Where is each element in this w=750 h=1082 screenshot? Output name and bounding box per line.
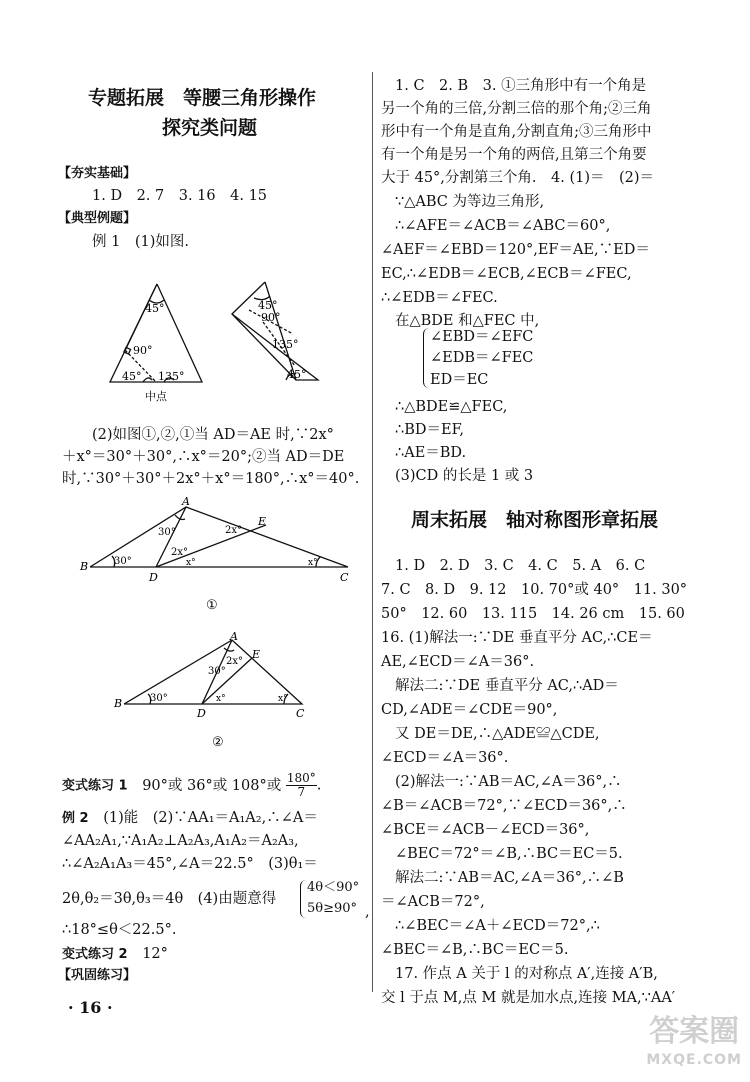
answer-line-11: 在△BDE 和△FEC 中, (395, 313, 540, 329)
fig3-angle-x-b: x° (308, 558, 318, 568)
weekend-section-title: 周末拓展 轴对称图形章拓展 (411, 509, 659, 531)
congruence-cond-1: ∠EBD＝∠EFC (430, 329, 534, 345)
fig1-angle-45-bottom: 45° (122, 370, 142, 383)
inequality-tail: , (365, 904, 370, 920)
fig3-label-D: D (149, 571, 158, 584)
weekend-line-19: 交 l 于点 M,点 M 就是加水点,连接 MA,∵AA′ (381, 990, 676, 1006)
weekend-line-3: 50° 12. 60 13. 115 14. 26 cm 15. 60 (381, 606, 685, 622)
variant-exercise-1 (62, 772, 321, 799)
fig1-midpoint-label: 中点 (145, 390, 167, 403)
variant-exercise-1-tail: . (316, 777, 322, 794)
answer-line-10: ∴∠EDB＝∠FEC. (381, 290, 498, 306)
fraction-denominator: 7 (297, 785, 306, 799)
inequality-1: 4θ＜90° (307, 880, 360, 895)
answer-line-1: 1. C 2. B 3. ①三角形中有一个角是 (395, 78, 647, 94)
answer-line-13: ∴BD＝EF, (395, 422, 465, 438)
figure-2-triangle-bdce (112, 632, 312, 750)
congruence-cond-3: ED＝EC (430, 372, 489, 388)
variant-exercise-1-label: 变式练习 1 (62, 778, 128, 794)
example2-label: 例 2 (62, 811, 89, 826)
fig3-label-E: E (258, 515, 267, 528)
fig4-label-A: A (230, 632, 238, 643)
answer-line-6: ∵△ABC 为等边三角形, (395, 194, 545, 210)
congruence-brace (423, 328, 430, 388)
weekend-line-2: 7. C 8. D 9. 12 10. 70°或 40° 11. 30° (381, 582, 688, 598)
fig1-angle-135: 135° (158, 370, 185, 383)
variant-exercise-2-text: 12° (142, 946, 168, 962)
example1-triangle-figures (100, 262, 340, 410)
fig3-angle-2x-a: 2x° (225, 525, 243, 536)
inequality-2: 5θ≥90° (307, 901, 358, 916)
fig3-angle-30-b: 30° (114, 556, 132, 567)
fig3-label-C: C (340, 571, 349, 584)
section-title-line2: 探究类问题 (162, 117, 258, 139)
fig4-angle-2x: 2x° (226, 656, 244, 667)
example2-line5: ∴18°≤θ＜22.5°. (62, 922, 177, 938)
fig3-angle-2x-b: 2x° (171, 547, 189, 558)
weekend-line-15: ＝∠ACB＝72°, (381, 894, 485, 910)
variant-exercise-1-text: 90°或 36°或 108°或 (142, 777, 282, 794)
basic-answers: 1. D 2. 7 3. 16 4. 15 (92, 188, 268, 204)
heading-basic: 【夯实基础】 (58, 166, 137, 181)
weekend-line-14: 解法二:∵AB＝AC,∠A＝36°,∴∠B (395, 870, 624, 886)
fraction-numerator: 180° (286, 771, 316, 785)
figure-1-label: ① (206, 598, 218, 613)
fig3-angle-x-a: x° (186, 558, 196, 568)
figure-2-label: ② (212, 735, 224, 750)
fig3-label-B: B (80, 560, 89, 573)
page-number: · 16 · (68, 998, 113, 1017)
column-divider (372, 72, 373, 992)
weekend-line-7: CD,∠ADE＝∠CDE＝90°, (381, 702, 558, 718)
fig4-angle-x-a: x° (216, 694, 226, 704)
weekend-line-6: 解法二:∵DE 垂直平分 AC,∴AD＝ (395, 678, 619, 694)
congruence-cond-2: ∠EDB＝∠FEC (430, 350, 534, 366)
variant-exercise-1-fraction (286, 772, 317, 799)
variant-exercise-2-label: 变式练习 2 (62, 947, 128, 962)
inequality-brace (300, 880, 307, 918)
weekend-line-8: 又 DE＝DE,∴△ADE≌△CDE, (395, 726, 600, 742)
fig2-angle-135: 135° (272, 338, 299, 351)
weekend-line-16: ∴∠BEC＝∠A＋∠ECD＝72°,∴ (395, 918, 600, 934)
example2-text-1: (1)能 (2)∵AA₁＝A₁A₂,∴∠A＝ (103, 810, 318, 826)
example1-part2-line3: 时,∵30°＋30°＋2x°＋x°＝180°,∴x°＝40°. (62, 471, 360, 487)
weekend-line-11: ∠B＝∠ACB＝72°,∵∠ECD＝36°,∴ (381, 798, 627, 814)
example2-line2: ∠AA₂A₁,∵A₁A₂⊥A₂A₃,A₁A₂＝A₂A₃, (62, 833, 299, 849)
example1-intro: 例 1 (1)如图. (92, 234, 189, 250)
answer-line-5: 大于 45°,分割第三个角. 4. (1)＝ (2)＝ (381, 170, 655, 186)
fig2-angle-45-bottom: 45° (287, 368, 307, 381)
answer-line-15: (3)CD 的长是 1 或 3 (395, 468, 534, 484)
fig4-label-D: D (197, 707, 206, 720)
example2-line3: ∴∠A₂A₁A₃＝45°,∠A＝22.5° (3)θ₁＝ (62, 856, 318, 872)
answer-line-9: EC,∴∠EDB＝∠ECB,∠ECB＝∠FEC, (381, 266, 632, 282)
answer-line-4: 有一个角是另一个角的两倍,且第三个角要 (381, 147, 647, 163)
fig4-label-C: C (296, 707, 305, 720)
example2-line4: 2θ,θ₂＝3θ,θ₃＝4θ (4)由题意得 (62, 891, 277, 907)
watermark-text: 答案圈 (649, 1014, 740, 1049)
fig2-angle-90: 90° (261, 311, 281, 324)
weekend-line-18: 17. 作点 A 关于 l 的对称点 A′,连接 A′B, (395, 966, 658, 982)
heading-examples: 【典型例题】 (58, 211, 137, 226)
answer-line-2: 另一个角的三倍,分割三倍的那个角;②三角 (381, 101, 652, 117)
heading-consolidate: 【巩固练习】 (58, 968, 137, 983)
example1-part2-line1: (2)如图①,②,①当 AD＝AE 时,∵2x° (92, 427, 334, 443)
triangle-figure-1 (110, 284, 202, 382)
weekend-line-1: 1. D 2. D 3. C 4. C 5. A 6. C (395, 558, 646, 574)
watermark-logo (646, 1014, 742, 1074)
answer-line-14: ∴AE＝BD. (395, 445, 467, 461)
fig2-angle-45-top: 45° (258, 299, 278, 312)
fig4-label-B: B (114, 697, 123, 710)
weekend-line-10: (2)解法一:∵AB＝AC,∠A＝36°,∴ (395, 774, 622, 790)
example1-part2-line2: ＋x°＝30°＋30°,∴x°＝20°;②当 AD＝DE (62, 449, 345, 465)
weekend-line-17: ∠BEC＝∠B,∴BC＝EC＝5. (381, 942, 569, 958)
section-title-line1: 专题拓展 等腰三角形操作 (88, 87, 317, 109)
fig4-angle-30-b: 30° (150, 693, 168, 704)
weekend-line-4: 16. (1)解法一:∵DE 垂直平分 AC,∴CE＝ (381, 630, 653, 646)
example2-line1 (62, 808, 318, 829)
watermark-url: MXQE.COM (646, 1052, 742, 1068)
weekend-line-5: AE,∠ECD＝∠A＝36°. (381, 654, 535, 670)
answer-line-8: ∠AEF＝∠EBD＝120°,EF＝AE,∵ED＝ (381, 242, 650, 258)
fig4-angle-x-b: x° (278, 694, 288, 704)
fig4-label-E: E (252, 648, 261, 661)
answer-line-7: ∴∠AFE＝∠ACB＝∠ABC＝60°, (395, 218, 611, 234)
triangle-figure-2 (232, 282, 318, 380)
fig1-angle-90: 90° (133, 344, 153, 357)
fig3-angle-30-a: 30° (158, 527, 176, 538)
fig3-label-A: A (182, 495, 190, 508)
figure-1-triangle-bdce (78, 495, 358, 617)
weekend-line-9: ∠ECD＝∠A＝36°. (381, 750, 509, 766)
fig1-angle-45-top: 45° (145, 302, 165, 315)
weekend-line-12: ∠BCE＝∠ACB－∠ECD＝36°, (381, 822, 590, 838)
answer-line-12: ∴△BDE≌△FEC, (395, 399, 508, 415)
fig4-angle-30-a: 30° (208, 666, 226, 677)
answer-line-3: 形中有一个角是直角,分割直角;③三角形中 (381, 124, 652, 140)
weekend-line-13: ∠BEC＝72°＝∠B,∴BC＝EC＝5. (395, 846, 623, 862)
variant-exercise-2 (62, 944, 168, 965)
